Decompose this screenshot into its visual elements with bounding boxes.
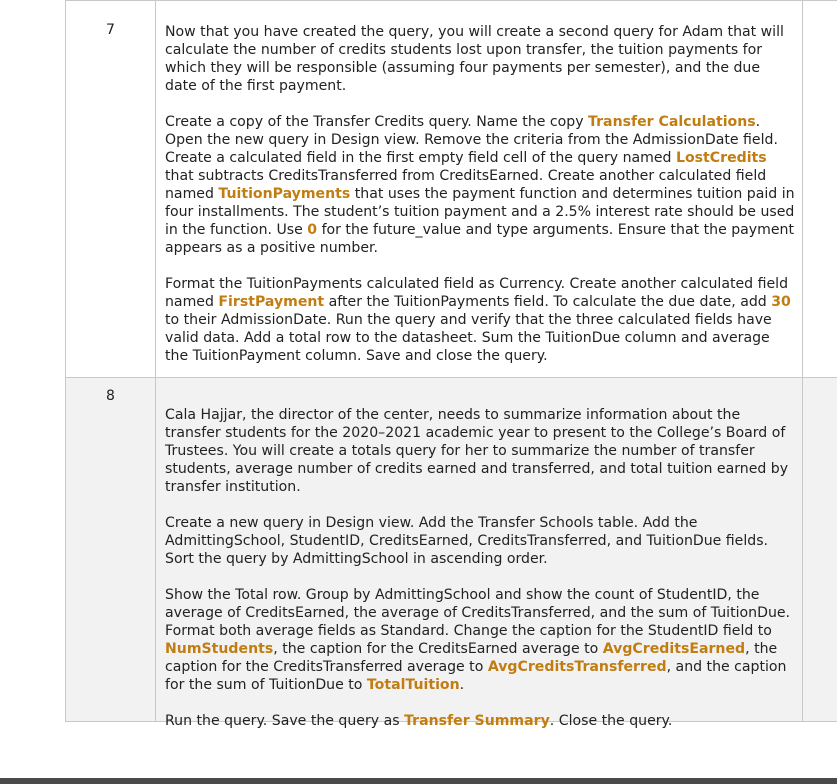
highlighted-term: AvgCreditsEarned	[602, 641, 746, 657]
instruction-text: after the TuitionPayments field. To calculate the due date, add	[324, 294, 772, 310]
step-instructions	[165, 406, 795, 748]
highlighted-term: TotalTuition	[366, 677, 460, 693]
instruction-text: to their AdmissionDate. Run the query and verify that the three calculated fields have valid data. Add a total row to the datasheet. Sum the TuitionDue column and average the TuitionPayment column. Save and close the query.	[165, 312, 772, 364]
instruction-text: Create a new query in Design view. Add the Transfer Schools table. Add the AdmittingSchool, StudentID, CreditsEarned, CreditsTransferred, and TuitionDue fields. Sort the query by AdmittingSchool in ascending order.	[165, 515, 769, 567]
highlighted-term: TuitionPayments	[218, 186, 351, 202]
instruction-paragraph	[165, 113, 795, 257]
step-row-7	[66, 0, 837, 378]
highlighted-term: FirstPayment	[218, 294, 325, 310]
highlighted-term: AvgCreditsTransferred	[487, 659, 667, 675]
step-number-cell	[66, 1, 156, 377]
instruction-text: Cala Hajjar, the director of the center, needs to summarize information about the transfer students for the 2020–2021 academic year to present to the College’s Board of Trustees. You will create a totals query for her to summarize the number of transfer students, average number of credits earned and transferred, and total tuition earned by transfer institution.	[165, 407, 789, 495]
highlighted-term: LostCredits	[675, 150, 767, 166]
step-row-8	[66, 378, 837, 729]
instruction-text: Show the Total row. Group by AdmittingSchool and show the count of StudentID, the average of CreditsEarned, the average of CreditsTransferred, and the sum of TuitionDue. Format both average fields as Standard. Change the caption for the StudentID field to	[165, 587, 791, 639]
column-divider	[802, 378, 803, 721]
instruction-text: .	[459, 677, 465, 693]
instruction-paragraph	[165, 586, 795, 694]
instruction-paragraph	[165, 514, 795, 568]
instruction-text: . Close the query.	[549, 713, 673, 729]
instruction-text: , the caption for the CreditsTransferred average to	[165, 641, 778, 675]
highlighted-term: 0	[307, 222, 318, 238]
instruction-text: that uses the payment function and determines tuition paid in four installments. The student’s tuition payment and a 2.5% interest rate should be used in the function. Use	[165, 186, 795, 238]
instruction-text: Run the query. Save the query as	[165, 713, 405, 729]
instruction-paragraph	[165, 23, 795, 95]
step-number-cell	[66, 378, 156, 721]
instruction-paragraph	[165, 712, 795, 730]
instruction-text: Create a copy of the Transfer Credits query. Name the copy	[165, 114, 589, 130]
highlighted-term: Transfer Summary	[404, 713, 550, 729]
instruction-paragraph	[165, 406, 795, 496]
step-number: 8	[106, 388, 115, 404]
instruction-text: that subtracts CreditsTransferred from CreditsEarned. Create another calculated field named	[165, 168, 767, 202]
instruction-text: for the future_value and type arguments. Ensure that the payment appears as a positive number.	[165, 222, 794, 256]
instruction-text: Now that you have created the query, you will create a second query for Adam that will calculate the number of credits students lost upon transfer, the tuition payments for which they will be responsible (assuming four payments per semester), and the due date of the first payment.	[165, 24, 784, 94]
step-instructions	[165, 23, 795, 383]
highlighted-term: NumStudents	[165, 641, 274, 657]
instruction-text: Format the TuitionPayments calculated field as Currency. Create another calculated field named	[165, 276, 789, 310]
instruction-paragraph	[165, 275, 795, 365]
instruction-text: . Open the new query in Design view. Remove the criteria from the AdmissionDate field. Create a calculated field in the first empty field cell of the query named	[165, 114, 778, 166]
highlighted-term: 30	[771, 294, 791, 310]
window-bottom-bar	[0, 778, 837, 784]
column-divider	[802, 1, 803, 377]
instruction-text: , the caption for the CreditsEarned average to	[273, 641, 603, 657]
instruction-text: , and the caption for the sum of TuitionDue to	[165, 659, 787, 693]
steps-table	[65, 0, 837, 729]
highlighted-term: Transfer Calculations	[588, 114, 756, 130]
step-number: 7	[106, 22, 115, 38]
